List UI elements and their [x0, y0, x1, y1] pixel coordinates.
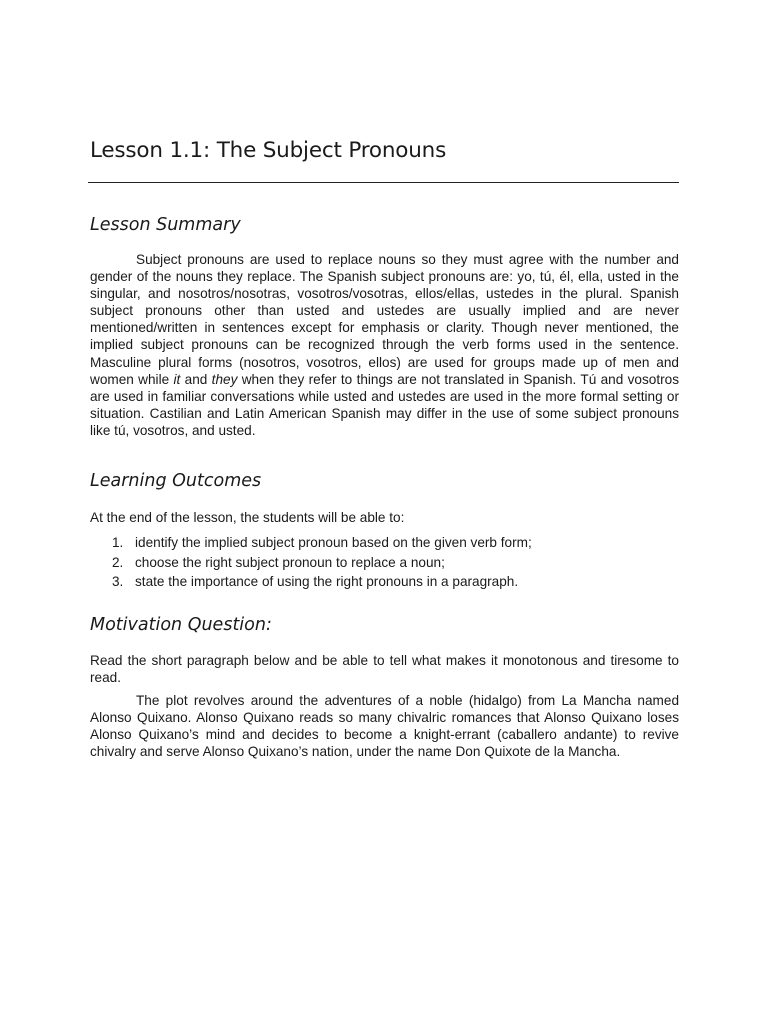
summary-text-part-1: Subject pronouns are used to replace nouns so they must agree with the number and gender of the nouns they replace. The Spanish subject pronouns are: yo, tú, él, ella, usted in the singular, and nosotros/nosotras, vosotros/vosotras, ellos/ellas, ustedes in the plural. Spanish subject pronouns other than usted and ustedes are usually implied and are never mentioned/written in sentences except for emphasis or clarity. Though never mentioned, the implied subject pronouns can be recognized through the verb forms used in the sentence. Masculine plural forms (nosotros, vosotros, ellos) are used for groups made up of men and women while — [90, 252, 679, 387]
motivation-prompt: Read the short paragraph below and be able to tell what makes it monotonous and tiresome to read. — [90, 653, 679, 686]
summary-text-part-2: and — [180, 371, 212, 387]
list-item-text: identify the implied subject pronoun based on the given verb form; — [135, 535, 532, 550]
list-item-text: state the importance of using the right pronouns in a paragraph. — [135, 574, 519, 589]
list-item — [90, 553, 679, 573]
list-item-number: 2. — [112, 554, 124, 570]
lesson-summary-paragraph — [90, 251, 679, 439]
list-item-number: 3. — [112, 574, 124, 589]
list-item — [90, 572, 679, 592]
learning-outcomes-list — [90, 533, 679, 592]
summary-italic-they: they — [211, 371, 238, 387]
list-item-text: choose the right subject pronoun to replace a noun; — [135, 554, 445, 570]
summary-italic-it: it — [173, 371, 181, 387]
title-divider — [88, 182, 679, 183]
list-item — [90, 533, 679, 553]
page-title: Lesson 1.1: The Subject Pronouns — [90, 138, 447, 163]
lesson-summary-heading: Lesson Summary — [90, 215, 241, 235]
motivation-question-heading: Motivation Question: — [90, 615, 272, 635]
summary-text-part-3: when they refer to things are not translated in Spanish. Tú and vosotros are used in familiar conversations while usted and ustedes are used in the more formal setting or situation. Castilian and Latin American Spanish may differ in the use of some subject pronouns like tú, vosotros, and usted. — [90, 371, 680, 438]
list-item-number: 1. — [112, 535, 124, 550]
learning-outcomes-heading: Learning Outcomes — [90, 471, 262, 491]
learning-outcomes-intro: At the end of the lesson, the students will be able to: — [90, 510, 405, 525]
motivation-passage: The plot revolves around the adventures of a noble (hidalgo) from La Mancha named Alonso Quixano. Alonso Quixano reads so many chivalric romances that Alonso Quixano loses Alonso Quixano’s mind and decides to become a knight-errant (caballero andante) to revive chivalry and serve Alonso Quixano’s nation, under the name Don Quixote de la Mancha. — [90, 693, 679, 760]
